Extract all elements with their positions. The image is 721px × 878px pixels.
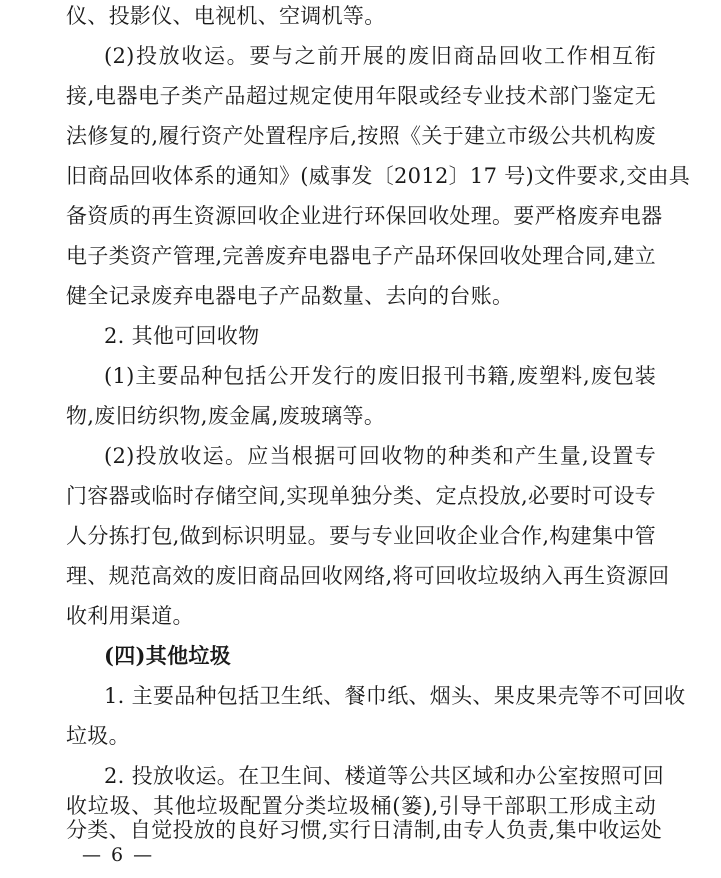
text-line: 物,废旧纺织物,废金属,废玻璃等。	[66, 404, 386, 428]
text-line: 理、规范高效的废旧商品回收网络,将可回收垃圾纳入再生资源回	[66, 564, 670, 588]
text-line: 旧商品回收体系的通知》(威事发〔2012〕17 号)文件要求,交由具	[66, 164, 691, 188]
subsection-heading: 2. 其他可回收物	[104, 324, 260, 348]
text-line: 收垃圾、其他垃圾配置分类垃圾桶(篓),引导干部职工形成主动	[66, 794, 656, 818]
text-line: 分类、自觉投放的良好习惯,实行日清制,由专人负责,集中收运处	[66, 818, 663, 842]
text-line: 人分拣打包,做到标识明显。要与专业回收企业合作,构建集中管	[66, 524, 656, 548]
text-line: (2)投放收运。要与之前开展的废旧商品回收工作相互衔	[104, 44, 656, 68]
text-line: 备资质的再生资源回收企业进行环保回收处理。要严格废弃电器	[66, 204, 663, 228]
section-heading: (四)其他垃圾	[104, 643, 231, 668]
text-line: 电子类资产管理,完善废弃电器电子产品环保回收处理合同,建立	[66, 244, 656, 268]
text-line: 收利用渠道。	[66, 604, 194, 628]
text-line: 接,电器电子类产品超过规定使用年限或经专业技术部门鉴定无	[66, 84, 656, 108]
text-line: 健全记录废弃电器电子产品数量、去向的台账。	[66, 284, 514, 308]
text-line: 垃圾。	[66, 724, 130, 748]
text-line: 2. 投放收运。在卫生间、楼道等公共区域和办公室按照可回	[104, 764, 665, 788]
text-line: 仪、投影仪、电视机、空调机等。	[66, 4, 386, 28]
text-line: (2)投放收运。应当根据可回收物的种类和产生量,设置专	[104, 444, 656, 468]
text-line: 法修复的,履行资产处置程序后,按照《关于建立市级公共机构废	[66, 124, 656, 148]
text-line: (1)主要品种包括公开发行的废旧报刊书籍,废塑料,废包装	[104, 364, 656, 388]
page-number: — 6 —	[82, 844, 155, 866]
text-line: 门容器或临时存储空间,实现单独分类、定点投放,必要时可设专	[66, 484, 656, 508]
text-line: 1. 主要品种包括卫生纸、餐巾纸、烟头、果皮果壳等不可回收	[104, 684, 686, 708]
